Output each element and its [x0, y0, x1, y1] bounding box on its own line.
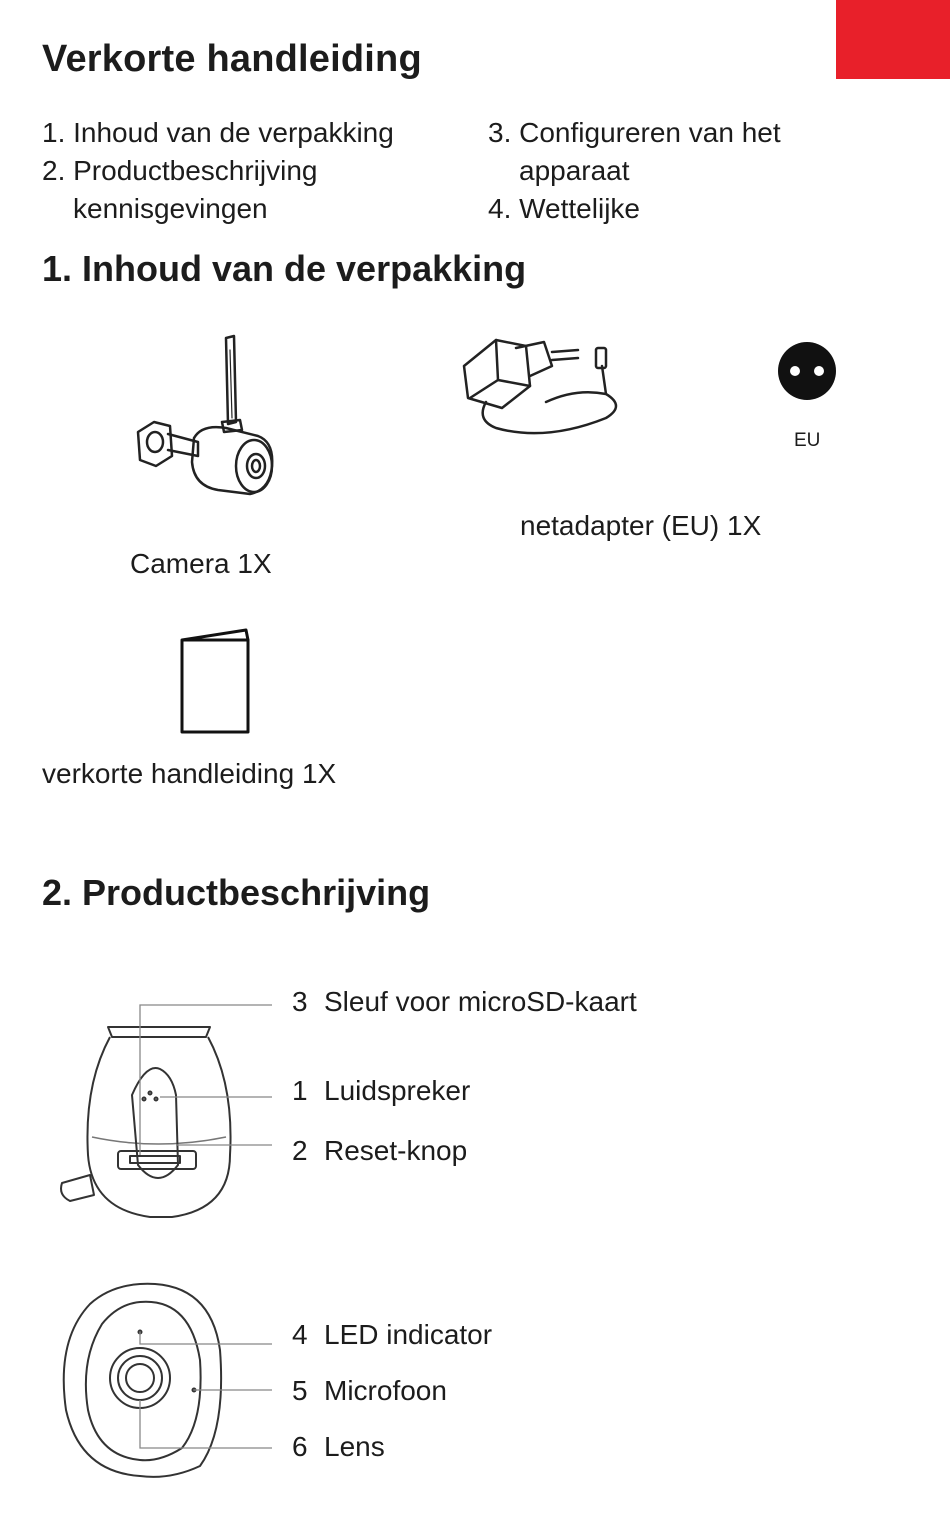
section-2-heading: 2. Productbeschrijving [42, 872, 431, 913]
part-label-led-indicator: 4 LED indicator [292, 1319, 493, 1350]
adapter-label: netadapter (EU) 1X [520, 510, 762, 541]
toc-item-3-continued: apparaat [519, 155, 630, 186]
toc-item-4: 4. Wettelijke [488, 193, 640, 224]
manual-label: verkorte handleiding 1X [42, 758, 337, 789]
camera-front-view-illustration [50, 1280, 280, 1480]
part-label-reset-button: 2 Reset-knop [292, 1135, 468, 1166]
toc-item-2: 2. Productbeschrijving [42, 155, 318, 186]
power-adapter-illustration [456, 332, 636, 442]
toc-item-1: 1. Inhoud van de verpakking [42, 117, 394, 148]
part-label-microphone: 5 Microfoon [292, 1375, 447, 1406]
part-label-speaker: 1 Luidspreker [292, 1075, 471, 1106]
toc-column-1 [42, 114, 394, 228]
camera-illustration [130, 330, 280, 500]
page-title: Verkorte handleiding [42, 38, 422, 80]
camera-rear-view-illustration [50, 995, 280, 1225]
toc-item-2-continued: kennisgevingen [73, 193, 268, 224]
eu-plug-label: EU [794, 430, 821, 451]
eu-plug-icon [778, 342, 836, 400]
part-label-microsd-slot: 3 Sleuf voor microSD-kaart [292, 986, 637, 1017]
toc-column-2 [488, 114, 781, 228]
toc-item-3: 3. Configureren van het [488, 117, 781, 148]
camera-label: Camera 1X [130, 548, 272, 579]
part-label-lens: 6 Lens [292, 1431, 385, 1462]
manual-booklet-icon [176, 628, 252, 736]
accent-tab [836, 0, 950, 79]
section-1-heading: 1. Inhoud van de verpakking [42, 248, 527, 289]
